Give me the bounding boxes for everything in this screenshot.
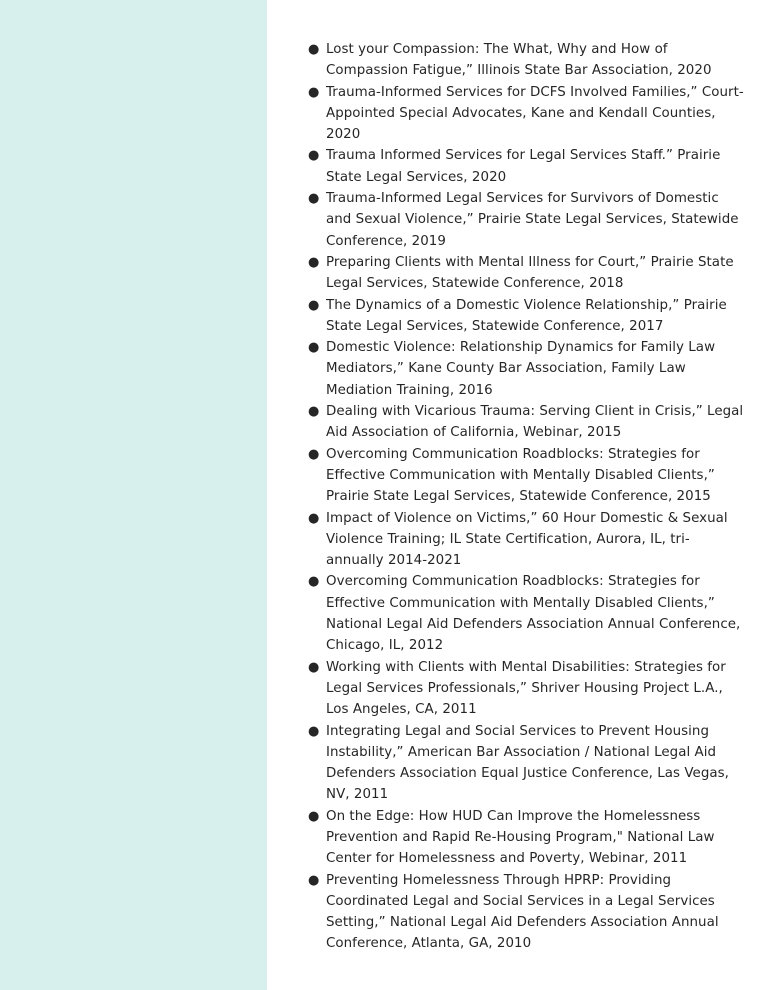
list-item-text: Integrating Legal and Social Services to Prevent Housing Instability,” American Bar Association / National Legal Aid Defenders Association Equal Justice Conference, Las Vegas, NV, 2011 xyxy=(326,723,729,803)
sidebar-panel xyxy=(0,0,267,990)
list-item xyxy=(306,295,746,338)
list-item xyxy=(306,657,746,721)
list-item xyxy=(306,806,746,870)
list-item xyxy=(306,870,746,955)
bullet-icon: ● xyxy=(308,723,320,739)
presentations-list xyxy=(306,39,746,955)
list-item xyxy=(306,82,746,146)
bullet-icon: ● xyxy=(308,659,320,675)
list-item-text: Trauma-Informed Legal Services for Survivors of Domestic and Sexual Violence,” Prairie State Legal Services, Statewide Conference, 2019 xyxy=(326,191,739,249)
bullet-icon: ● xyxy=(308,84,320,100)
list-item xyxy=(306,444,746,508)
list-item xyxy=(306,401,746,444)
bullet-icon: ● xyxy=(308,510,320,526)
list-item-text: Dealing with Vicarious Trauma: Serving Client in Crisis,” Legal Aid Association of California, Webinar, 2015 xyxy=(326,404,744,441)
list-item xyxy=(306,188,746,252)
list-item xyxy=(306,145,746,188)
list-item-text: Lost your Compassion: The What, Why and How of Compassion Fatigue,” Illinois State Bar Association, 2020 xyxy=(326,42,712,79)
list-item-text: Preventing Homelessness Through HPRP: Providing Coordinated Legal and Social Services in a Legal Services Setting,” National Legal Aid Defenders Association Annual Conference, Atlanta, GA, 2010 xyxy=(326,872,719,952)
bullet-icon: ● xyxy=(308,808,320,824)
list-item xyxy=(306,721,746,806)
list-item xyxy=(306,252,746,295)
list-item-text: Working with Clients with Mental Disabilities: Strategies for Legal Services Professionals,” Shriver Housing Project L.A., Los Angeles, CA, 2011 xyxy=(326,659,726,718)
bullet-icon: ● xyxy=(308,254,320,270)
bullet-icon: ● xyxy=(308,297,320,313)
list-item-text: Preparing Clients with Mental Illness for Court,” Prairie State Legal Services, Statewide Conference, 2018 xyxy=(326,254,734,292)
bullet-icon: ● xyxy=(308,191,320,207)
bullet-icon: ● xyxy=(308,446,320,462)
bullet-icon: ● xyxy=(308,574,320,590)
list-item xyxy=(306,571,746,656)
bullet-icon: ● xyxy=(308,340,320,356)
list-item-text: The Dynamics of a Domestic Violence Relationship,” Prairie State Legal Services, Statewide Conference, 2017 xyxy=(326,297,727,334)
presentations-section xyxy=(306,39,746,955)
list-item-text: Domestic Violence: Relationship Dynamics for Family Law Mediators,” Kane County Bar Association, Family Law Mediation Training, 2016 xyxy=(326,340,716,398)
list-item xyxy=(306,39,746,82)
list-item xyxy=(306,508,746,572)
bullet-icon: ● xyxy=(308,404,320,420)
bullet-icon: ● xyxy=(308,148,320,164)
list-item-text: On the Edge: How HUD Can Improve the Homelessness Prevention and Rapid Re-Housing Program," National Law Center for Homelessness and Poverty, Webinar, 2011 xyxy=(326,808,715,867)
list-item-text: Overcoming Communication Roadblocks: Strategies for Effective Communication with Mentally Disabled Clients,” Prairie State Legal Services, Statewide Conference, 2015 xyxy=(326,446,715,505)
bullet-icon: ● xyxy=(308,872,320,888)
list-item-text: Overcoming Communication Roadblocks: Strategies for Effective Communication with Mentally Disabled Clients,” National Legal Aid Defenders Association Annual Conference, Chicago, IL, 2012 xyxy=(326,574,741,654)
list-item-text: Trauma Informed Services for Legal Services Staff.” Prairie State Legal Services, 2020 xyxy=(326,148,721,185)
list-item-text: Impact of Violence on Victims,” 60 Hour Domestic & Sexual Violence Training; IL State Certification, Aurora, IL, tri-annually 2014-2021 xyxy=(326,510,728,569)
bullet-icon: ● xyxy=(308,42,320,57)
list-item-text: Trauma-Informed Services for DCFS Involved Families,” Court-Appointed Special Advocates, Kane and Kendall Counties, 2020 xyxy=(326,84,744,143)
list-item xyxy=(306,337,746,401)
